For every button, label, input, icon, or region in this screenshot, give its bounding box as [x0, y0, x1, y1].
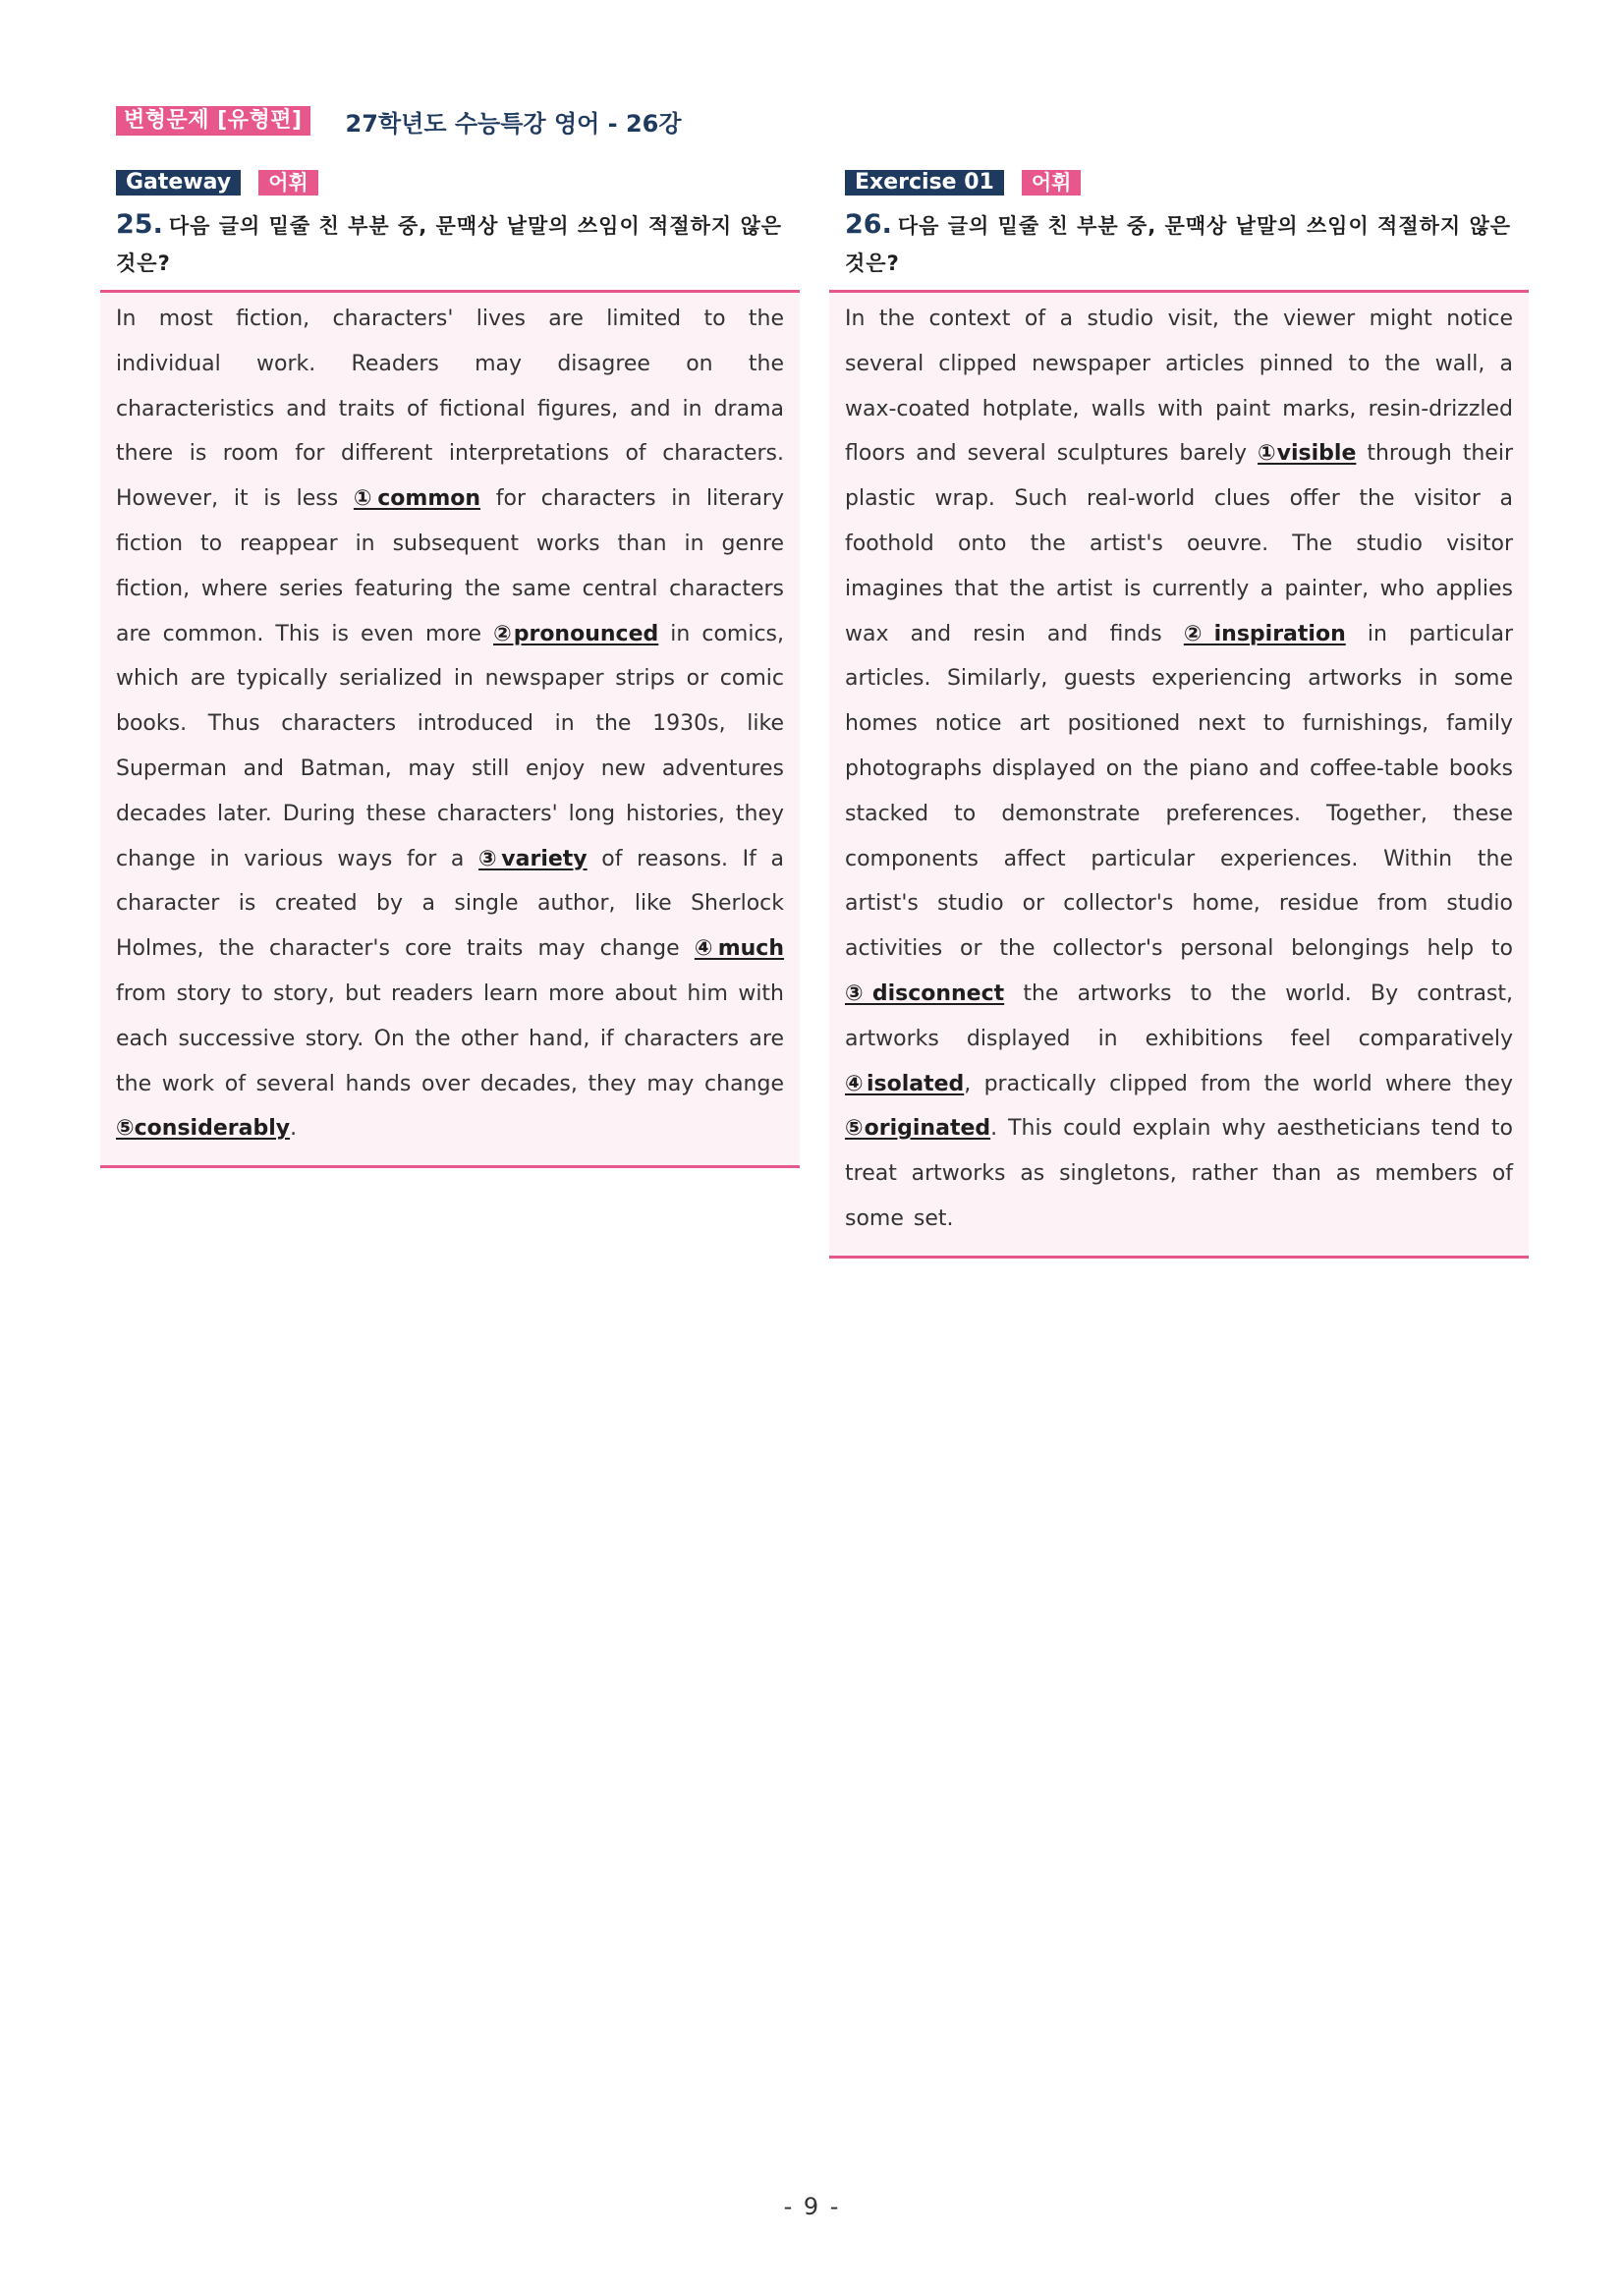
underlined-word: ①visible [1258, 441, 1357, 467]
underlined-word: ⑤considerably [116, 1116, 291, 1142]
underlined-word: ④much [694, 936, 784, 962]
question-text: 다음 글의 밑줄 친 부분 중, 문맥상 낱말의 쓰임이 적절하지 않은 것은? [116, 214, 783, 275]
left-question [100, 206, 800, 282]
left-passage [100, 293, 800, 1168]
question-text: 다음 글의 밑줄 친 부분 중, 문맥상 낱말의 쓰임이 적절하지 않은 것은? [845, 214, 1512, 275]
underlined-word: ①common [353, 486, 481, 512]
left-label-row [100, 169, 800, 196]
page-number: - 9 - [783, 2193, 841, 2220]
question-number: 26. [845, 209, 892, 240]
underlined-word: ④isolated [845, 1071, 965, 1096]
underlined-word: ⑤originated [845, 1116, 991, 1142]
page-header [116, 104, 682, 138]
gateway-label: Gateway [116, 170, 241, 196]
vocab-badge: 어휘 [258, 170, 318, 196]
underlined-word: ③disconnect [845, 980, 1005, 1006]
right-label-row [829, 169, 1529, 196]
exercise-label: Exercise 01 [845, 170, 1004, 196]
header-tag: 변형문제 [유형편] [116, 106, 310, 136]
passage-text: In most fiction, characters' lives are limited to the individual work. Readers may disagree on the characteristics and traits of fictional figures, and in drama there is room for different interpretations of characters. However, it is less ①common for characters in literary fiction to reappear in subsequent works than in genre fiction, where series featuring the same central characters are common. This is even more ②pronounced in comics, which are typically serialized in newspaper strips or comic books. Thus characters introduced in the 1930s, like Superman and Batman, may still enjoy new adventures decades later. During these characters' long histories, they change in various ways for a ③variety of reasons. If a character is created by a single author, like Sherlock Holmes, the character's core traits may change ④much from story to story, but readers learn more about him with each successive story. On the other hand, if characters are the work of several hands over decades, they may change ⑤considerably. [116, 307, 784, 1142]
vocab-badge: 어휘 [1022, 170, 1082, 196]
right-question [829, 206, 1529, 282]
passage-text: In the context of a studio visit, the viewer might notice several clipped newspaper articles pinned to the wall, a wax-coated hotplate, walls with paint marks, resin-drizzled floors and several sculptures barely ①visible through their plastic wrap. Such real-world clues offer the visitor a foothold onto the artist's oeuvre. The studio visitor imagines that the artist is currently a painter, who applies wax and resin and finds ②inspiration in particular articles. Similarly, guests experiencing artworks in some homes notice art positioned next to furnishings, family photographs displayed on the piano and coffee-table books stacked to demonstrate preferences. Together, these components affect particular experiences. Within the artist's studio or collector's home, residue from studio activities or the collector's personal belongings help to ③disconnect the artworks to the world. By contrast, artworks displayed in exhibitions feel comparatively ④isolated, practically clipped from the world where they ⑤originated. This could explain why aestheticians tend to treat artworks as singletons, rather than as members of some set. [845, 307, 1514, 1231]
left-column [100, 169, 800, 1168]
underlined-word: ②pronounced [493, 621, 659, 646]
right-passage [829, 293, 1529, 1259]
header-title: 27학년도 수능특강 영어 - 26강 [345, 109, 682, 138]
question-number: 25. [116, 209, 163, 240]
underlined-word: ②inspiration [1183, 621, 1346, 646]
underlined-word: ③variety [478, 846, 588, 871]
right-column [829, 169, 1529, 1259]
